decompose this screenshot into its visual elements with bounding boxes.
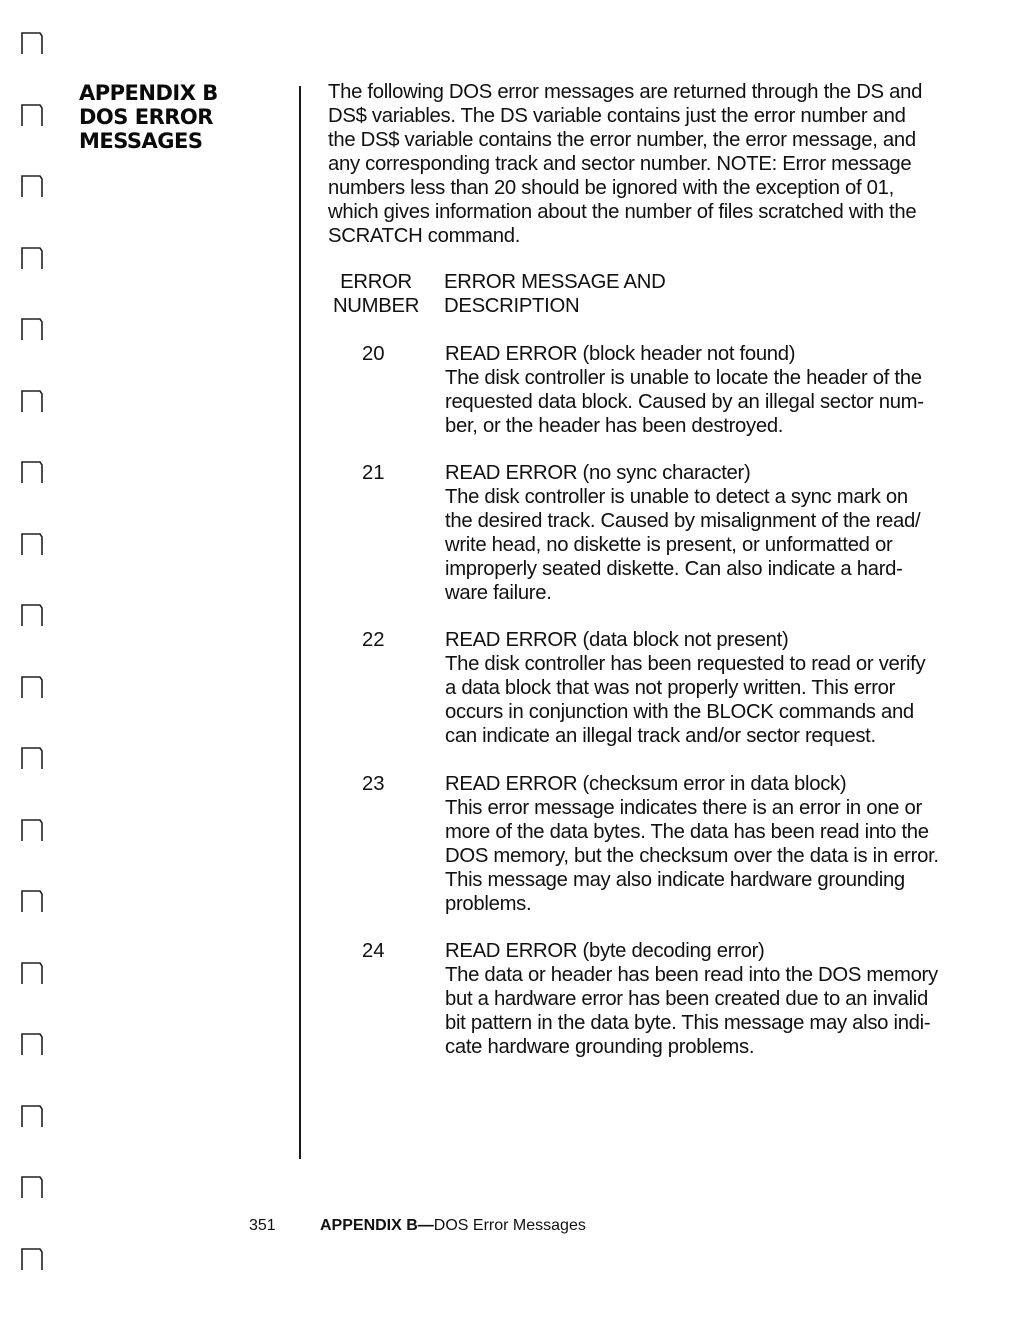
error-line: READ ERROR (checksum error in data block) — [445, 773, 847, 795]
column-header-line: DESCRIPTION — [444, 295, 580, 317]
intro-line: the DS$ variable contains the error number, the error message, and — [328, 129, 916, 151]
error-line: but a hardware error has been created due to an invalid — [445, 988, 928, 1010]
error-line: ware failure. — [445, 582, 552, 604]
error-line: a data block that was not properly written. This error — [445, 677, 896, 699]
binder-hole-mark-icon — [20, 459, 46, 485]
error-line: READ ERROR (no sync character) — [445, 462, 751, 484]
intro-line: which gives information about the number of files scratched with the — [328, 201, 917, 223]
binder-hole-mark-icon — [20, 1174, 46, 1200]
binder-hole-mark-icon — [20, 245, 46, 271]
footer-title — [320, 1216, 586, 1236]
error-line: This error message indicates there is an error in one or — [445, 797, 922, 819]
binder-hole-mark-icon — [20, 745, 46, 771]
footer-title-rest: DOS Error Messages — [433, 1217, 586, 1234]
intro-line: numbers less than 20 should be ignored with the exception of 01, — [328, 177, 894, 199]
binder-hole-mark-icon — [20, 674, 46, 700]
column-header-error-number — [328, 270, 424, 318]
intro-line: SCRATCH command. — [328, 225, 521, 247]
error-line: The disk controller has been requested to read or verify — [445, 653, 926, 675]
error-line: can indicate an illegal track and/or sector request. — [445, 725, 876, 747]
error-description — [445, 461, 985, 605]
error-description — [445, 772, 985, 916]
footer-title-bold: APPENDIX B— — [320, 1217, 434, 1234]
binder-marks — [14, 30, 54, 1290]
error-line: more of the data bytes. The data has been read into the — [445, 821, 929, 843]
error-line: This message may also indicate hardware grounding — [445, 869, 905, 891]
column-header-line: ERROR — [340, 271, 412, 293]
binder-hole-mark-icon — [20, 531, 46, 557]
binder-hole-mark-icon — [20, 1031, 46, 1057]
binder-hole-mark-icon — [20, 817, 46, 843]
error-description — [445, 342, 985, 438]
error-number: 22 — [362, 629, 385, 651]
error-line: DOS memory, but the checksum over the data is in error. — [445, 845, 939, 867]
binder-hole-mark-icon — [20, 960, 46, 986]
error-line: The disk controller is unable to locate the header of the — [445, 367, 922, 389]
error-line: problems. — [445, 893, 532, 915]
error-line: the desired track. Caused by misalignment of the read/ — [445, 510, 921, 532]
column-header-error-message — [444, 270, 844, 318]
vertical-divider — [299, 86, 301, 1159]
binder-hole-mark-icon — [20, 316, 46, 342]
error-line: requested data block. Caused by an illegal sector num- — [445, 391, 924, 413]
error-number: 21 — [362, 462, 385, 484]
page-number: 351 — [249, 1217, 276, 1234]
error-line: improperly seated diskette. Can also indicate a hard- — [445, 558, 903, 580]
binder-hole-mark-icon — [20, 388, 46, 414]
error-line: occurs in conjunction with the BLOCK commands and — [445, 701, 914, 723]
binder-hole-mark-icon — [20, 102, 46, 128]
binder-hole-mark-icon — [20, 1103, 46, 1129]
error-line: write head, no diskette is present, or unformatted or — [445, 534, 893, 556]
binder-hole-mark-icon — [20, 1246, 46, 1272]
error-description — [445, 628, 985, 748]
error-line: cate hardware grounding problems. — [445, 1036, 755, 1058]
error-number: 20 — [362, 343, 385, 365]
binder-hole-mark-icon — [20, 888, 46, 914]
column-header-line: NUMBER — [332, 295, 420, 317]
error-line: READ ERROR (data block not present) — [445, 629, 789, 651]
error-line: bit pattern in the data byte. This message may also indi- — [445, 1012, 931, 1034]
error-description — [445, 939, 985, 1059]
intro-line: DS$ variables. The DS variable contains just the error number and — [328, 105, 906, 127]
intro-line: The following DOS error messages are returned through the DS and — [328, 81, 923, 103]
error-number: 24 — [362, 940, 385, 962]
binder-hole-mark-icon — [20, 173, 46, 199]
heading-line-3: MESSAGES — [79, 129, 203, 153]
column-header-line: ERROR MESSAGE AND — [444, 271, 666, 293]
error-line: The disk controller is unable to detect a sync mark on — [445, 486, 908, 508]
intro-paragraph — [328, 80, 988, 248]
error-line: ber, or the header has been destroyed. — [445, 415, 784, 437]
heading-line-1: APPENDIX B — [79, 81, 218, 105]
appendix-heading — [79, 81, 279, 153]
binder-hole-mark-icon — [20, 602, 46, 628]
heading-line-2: DOS ERROR — [79, 105, 213, 129]
error-line: READ ERROR (byte decoding error) — [445, 940, 765, 962]
binder-hole-mark-icon — [20, 30, 46, 56]
intro-line: any corresponding track and sector number. NOTE: Error message — [328, 153, 912, 175]
error-line: READ ERROR (block header not found) — [445, 343, 796, 365]
error-number: 23 — [362, 773, 385, 795]
error-line: The data or header has been read into the DOS memory — [445, 964, 938, 986]
